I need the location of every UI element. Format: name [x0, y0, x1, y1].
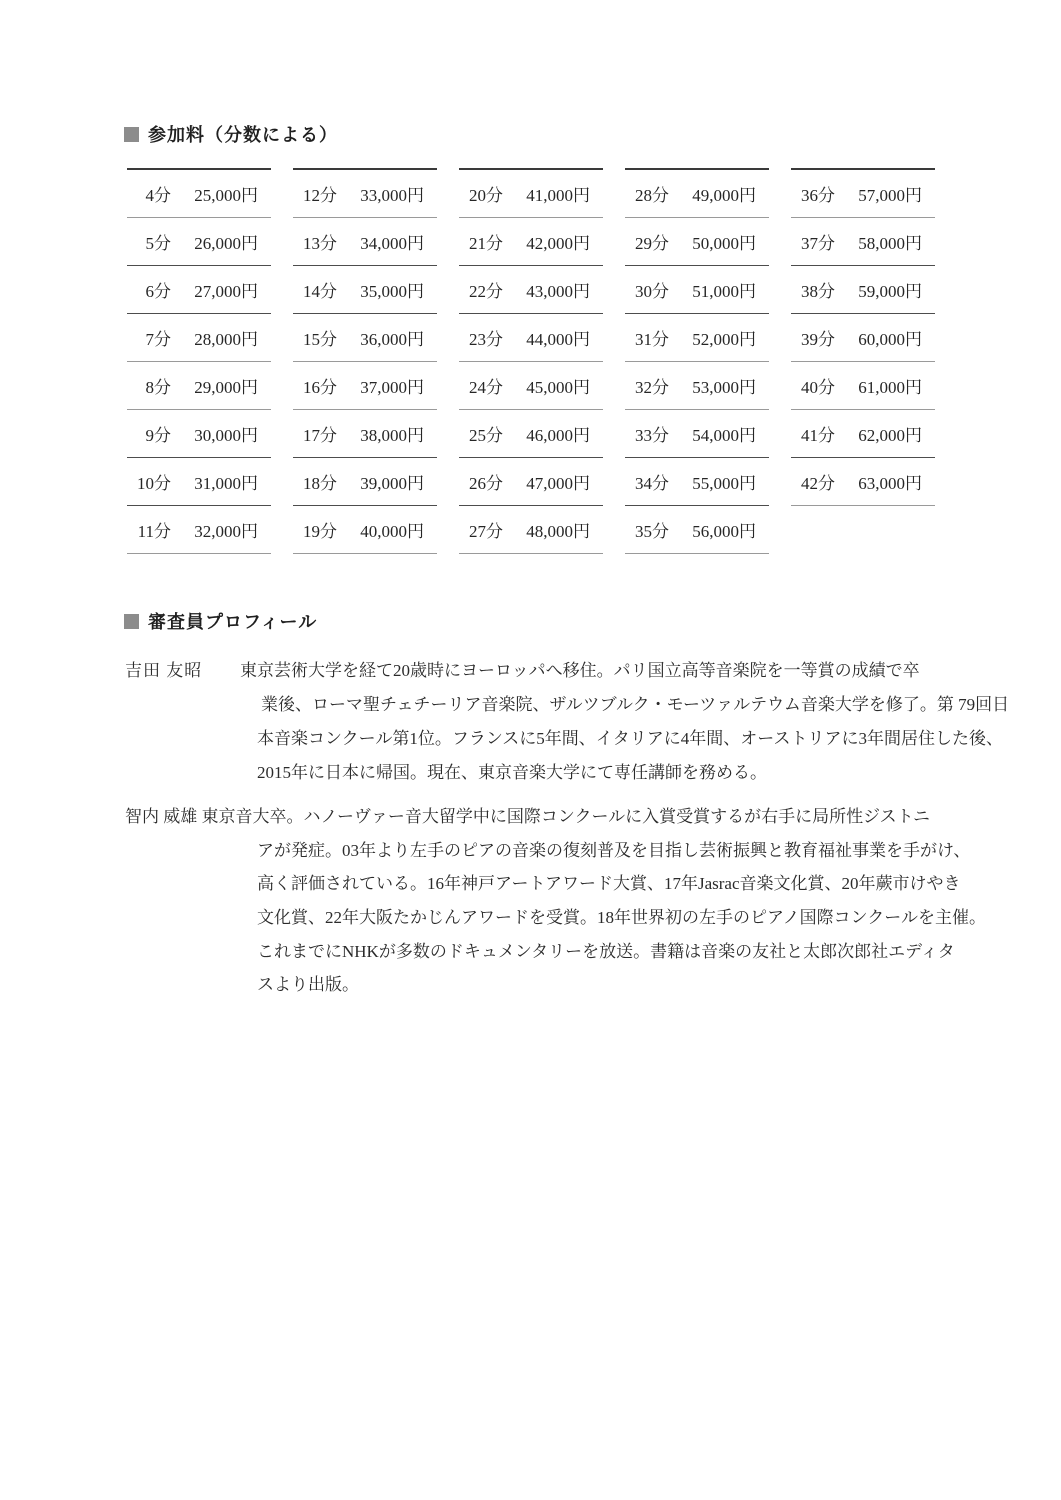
fee-minutes: 34分	[635, 474, 669, 493]
fee-cell	[791, 266, 935, 314]
fee-minutes: 7分	[145, 330, 171, 349]
fee-minutes: 31分	[635, 330, 669, 349]
fee-minutes: 11分	[137, 522, 171, 541]
fee-cell	[127, 458, 271, 506]
judge-bio-line: 東京芸術大学を経て20歳時にヨーロッパへ移住。パリ国立高等音楽院を一等賞の成績で卒	[240, 661, 920, 680]
fee-price: 37,000円	[360, 378, 424, 397]
judge-bio-line: これまでにNHKが多数のドキュメンタリーを放送。書籍は音楽の友社と太郎次郎社エディタ	[257, 942, 955, 961]
fee-minutes: 13分	[303, 234, 337, 253]
fee-price: 29,000円	[194, 378, 258, 397]
fee-minutes: 16分	[303, 378, 337, 397]
fee-cell	[791, 218, 935, 266]
fee-price: 60,000円	[858, 330, 922, 349]
judges-heading-label: 審査員プロフィール	[148, 612, 318, 632]
fee-cell	[293, 170, 437, 218]
fee-minutes: 14分	[303, 282, 337, 301]
fee-price: 49,000円	[692, 186, 756, 205]
square-bullet-icon	[124, 127, 139, 142]
fee-minutes: 22分	[469, 282, 503, 301]
fee-heading-label: 参加料（分数による）	[148, 125, 338, 145]
fee-cell	[127, 266, 271, 314]
judge-bio-line: スより出版。	[257, 975, 359, 994]
fee-cell	[127, 506, 271, 554]
fee-price: 44,000円	[526, 330, 590, 349]
fee-cell	[625, 506, 769, 554]
fee-price: 27,000円	[194, 282, 258, 301]
judge-bio-line: 2015年に日本に帰国。現在、東京音楽大学にて専任講師を務める。	[257, 763, 767, 782]
fee-price: 63,000円	[858, 474, 922, 493]
fee-price: 38,000円	[360, 426, 424, 445]
fee-price: 25,000円	[194, 186, 258, 205]
fee-price: 55,000円	[692, 474, 756, 493]
fee-price: 51,000円	[692, 282, 756, 301]
fee-minutes: 10分	[137, 474, 171, 493]
fee-price: 30,000円	[194, 426, 258, 445]
judge-bio-line: アが発症。03年より左手のピアの音楽の復刻普及を目指し芸術振興と教育福祉事業を手がけ、	[257, 841, 971, 860]
fee-price: 52,000円	[692, 330, 756, 349]
fee-cell	[625, 410, 769, 458]
judges-section-heading	[124, 608, 317, 634]
fee-price: 36,000円	[360, 330, 424, 349]
fee-cell	[791, 362, 935, 410]
fee-minutes: 23分	[469, 330, 503, 349]
fee-minutes: 4分	[145, 186, 171, 205]
fee-cell	[293, 410, 437, 458]
fee-price: 54,000円	[692, 426, 756, 445]
fee-minutes: 28分	[635, 186, 669, 205]
fee-cell	[791, 458, 935, 506]
fee-cell	[293, 458, 437, 506]
fee-price: 56,000円	[692, 522, 756, 541]
fee-cell	[127, 362, 271, 410]
fee-minutes: 35分	[635, 522, 669, 541]
fee-price: 46,000円	[526, 426, 590, 445]
fee-cell	[625, 458, 769, 506]
fee-cell	[293, 314, 437, 362]
fee-minutes: 37分	[801, 234, 835, 253]
fee-table	[127, 168, 935, 554]
fee-column	[293, 168, 437, 554]
fee-column	[625, 168, 769, 554]
fee-cell	[459, 458, 603, 506]
fee-cell	[127, 218, 271, 266]
fee-price: 43,000円	[526, 282, 590, 301]
fee-price: 41,000円	[526, 186, 590, 205]
fee-column	[127, 168, 271, 554]
fee-price: 57,000円	[858, 186, 922, 205]
fee-price: 62,000円	[858, 426, 922, 445]
fee-cell	[459, 266, 603, 314]
fee-cell	[459, 506, 603, 554]
fee-price: 45,000円	[526, 378, 590, 397]
fee-minutes: 38分	[801, 282, 835, 301]
fee-cell	[127, 170, 271, 218]
fee-price: 42,000円	[526, 234, 590, 253]
fee-minutes: 27分	[469, 522, 503, 541]
fee-price: 48,000円	[526, 522, 590, 541]
fee-minutes: 5分	[145, 234, 171, 253]
fee-price: 58,000円	[858, 234, 922, 253]
fee-price: 28,000円	[194, 330, 258, 349]
fee-cell	[127, 410, 271, 458]
fee-minutes: 15分	[303, 330, 337, 349]
fee-price: 53,000円	[692, 378, 756, 397]
fee-cell	[293, 506, 437, 554]
fee-minutes: 30分	[635, 282, 669, 301]
fee-price: 50,000円	[692, 234, 756, 253]
fee-minutes: 6分	[145, 282, 171, 301]
fee-cell	[625, 170, 769, 218]
fee-minutes: 32分	[635, 378, 669, 397]
fee-minutes: 42分	[801, 474, 835, 493]
fee-minutes: 9分	[145, 426, 171, 445]
fee-price: 34,000円	[360, 234, 424, 253]
fee-price: 31,000円	[194, 474, 258, 493]
fee-column	[459, 168, 603, 554]
fee-minutes: 12分	[303, 186, 337, 205]
fee-price: 35,000円	[360, 282, 424, 301]
fee-minutes: 39分	[801, 330, 835, 349]
fee-cell	[293, 218, 437, 266]
fee-cell	[127, 314, 271, 362]
fee-cell	[459, 410, 603, 458]
judge-bio-line: 文化賞、22年大阪たかじんアワードを受賞。18年世界初の左手のピアノ国際コンクールを主催。	[257, 908, 986, 927]
fee-minutes: 21分	[469, 234, 503, 253]
fee-cell	[791, 314, 935, 362]
fee-cell	[459, 362, 603, 410]
fee-cell	[625, 266, 769, 314]
judge-bio-line: 本音楽コンクール第1位。フランスに5年間、イタリアに4年間、オーストリアに3年間居住した後、	[257, 729, 1003, 748]
fee-price: 59,000円	[858, 282, 922, 301]
fee-cell	[293, 362, 437, 410]
fee-minutes: 36分	[801, 186, 835, 205]
judge-bio-line: 智内 威雄 東京音大卒。ハノーヴァー音大留学中に国際コンクールに入賞受賞するが右手に局所性ジストニ	[125, 807, 930, 826]
fee-minutes: 19分	[303, 522, 337, 541]
fee-price: 40,000円	[360, 522, 424, 541]
judge-bio-line: 高く評価されている。16年神戸アートアワード大賞、17年Jasrac音楽文化賞、20年蕨市けやき	[257, 874, 961, 893]
fee-cell	[459, 218, 603, 266]
fee-minutes: 29分	[635, 234, 669, 253]
fee-price: 33,000円	[360, 186, 424, 205]
fee-cell	[625, 218, 769, 266]
fee-cell	[459, 314, 603, 362]
fee-minutes: 24分	[469, 378, 503, 397]
fee-section-heading	[124, 121, 338, 147]
fee-price: 26,000円	[194, 234, 258, 253]
fee-cell	[791, 410, 935, 458]
fee-cell	[293, 266, 437, 314]
fee-minutes: 40分	[801, 378, 835, 397]
fee-price: 39,000円	[360, 474, 424, 493]
fee-minutes: 41分	[801, 426, 835, 445]
fee-cell	[625, 362, 769, 410]
fee-cell	[625, 314, 769, 362]
judge-bio-line: 業後、ローマ聖チェチーリア音楽院、ザルツブルク・モーツァルテウム音楽大学を修了。第 79回日	[261, 695, 1010, 714]
square-bullet-icon	[124, 614, 139, 629]
fee-cell	[791, 170, 935, 218]
fee-price: 47,000円	[526, 474, 590, 493]
fee-minutes: 33分	[635, 426, 669, 445]
fee-minutes: 20分	[469, 186, 503, 205]
fee-minutes: 8分	[145, 378, 171, 397]
fee-minutes: 18分	[303, 474, 337, 493]
fee-minutes: 26分	[469, 474, 503, 493]
judge-name: 吉田 友昭	[125, 661, 203, 680]
fee-price: 32,000円	[194, 522, 258, 541]
fee-price: 61,000円	[858, 378, 922, 397]
fee-column	[791, 168, 935, 554]
fee-minutes: 25分	[469, 426, 503, 445]
fee-minutes: 17分	[303, 426, 337, 445]
fee-cell	[459, 170, 603, 218]
